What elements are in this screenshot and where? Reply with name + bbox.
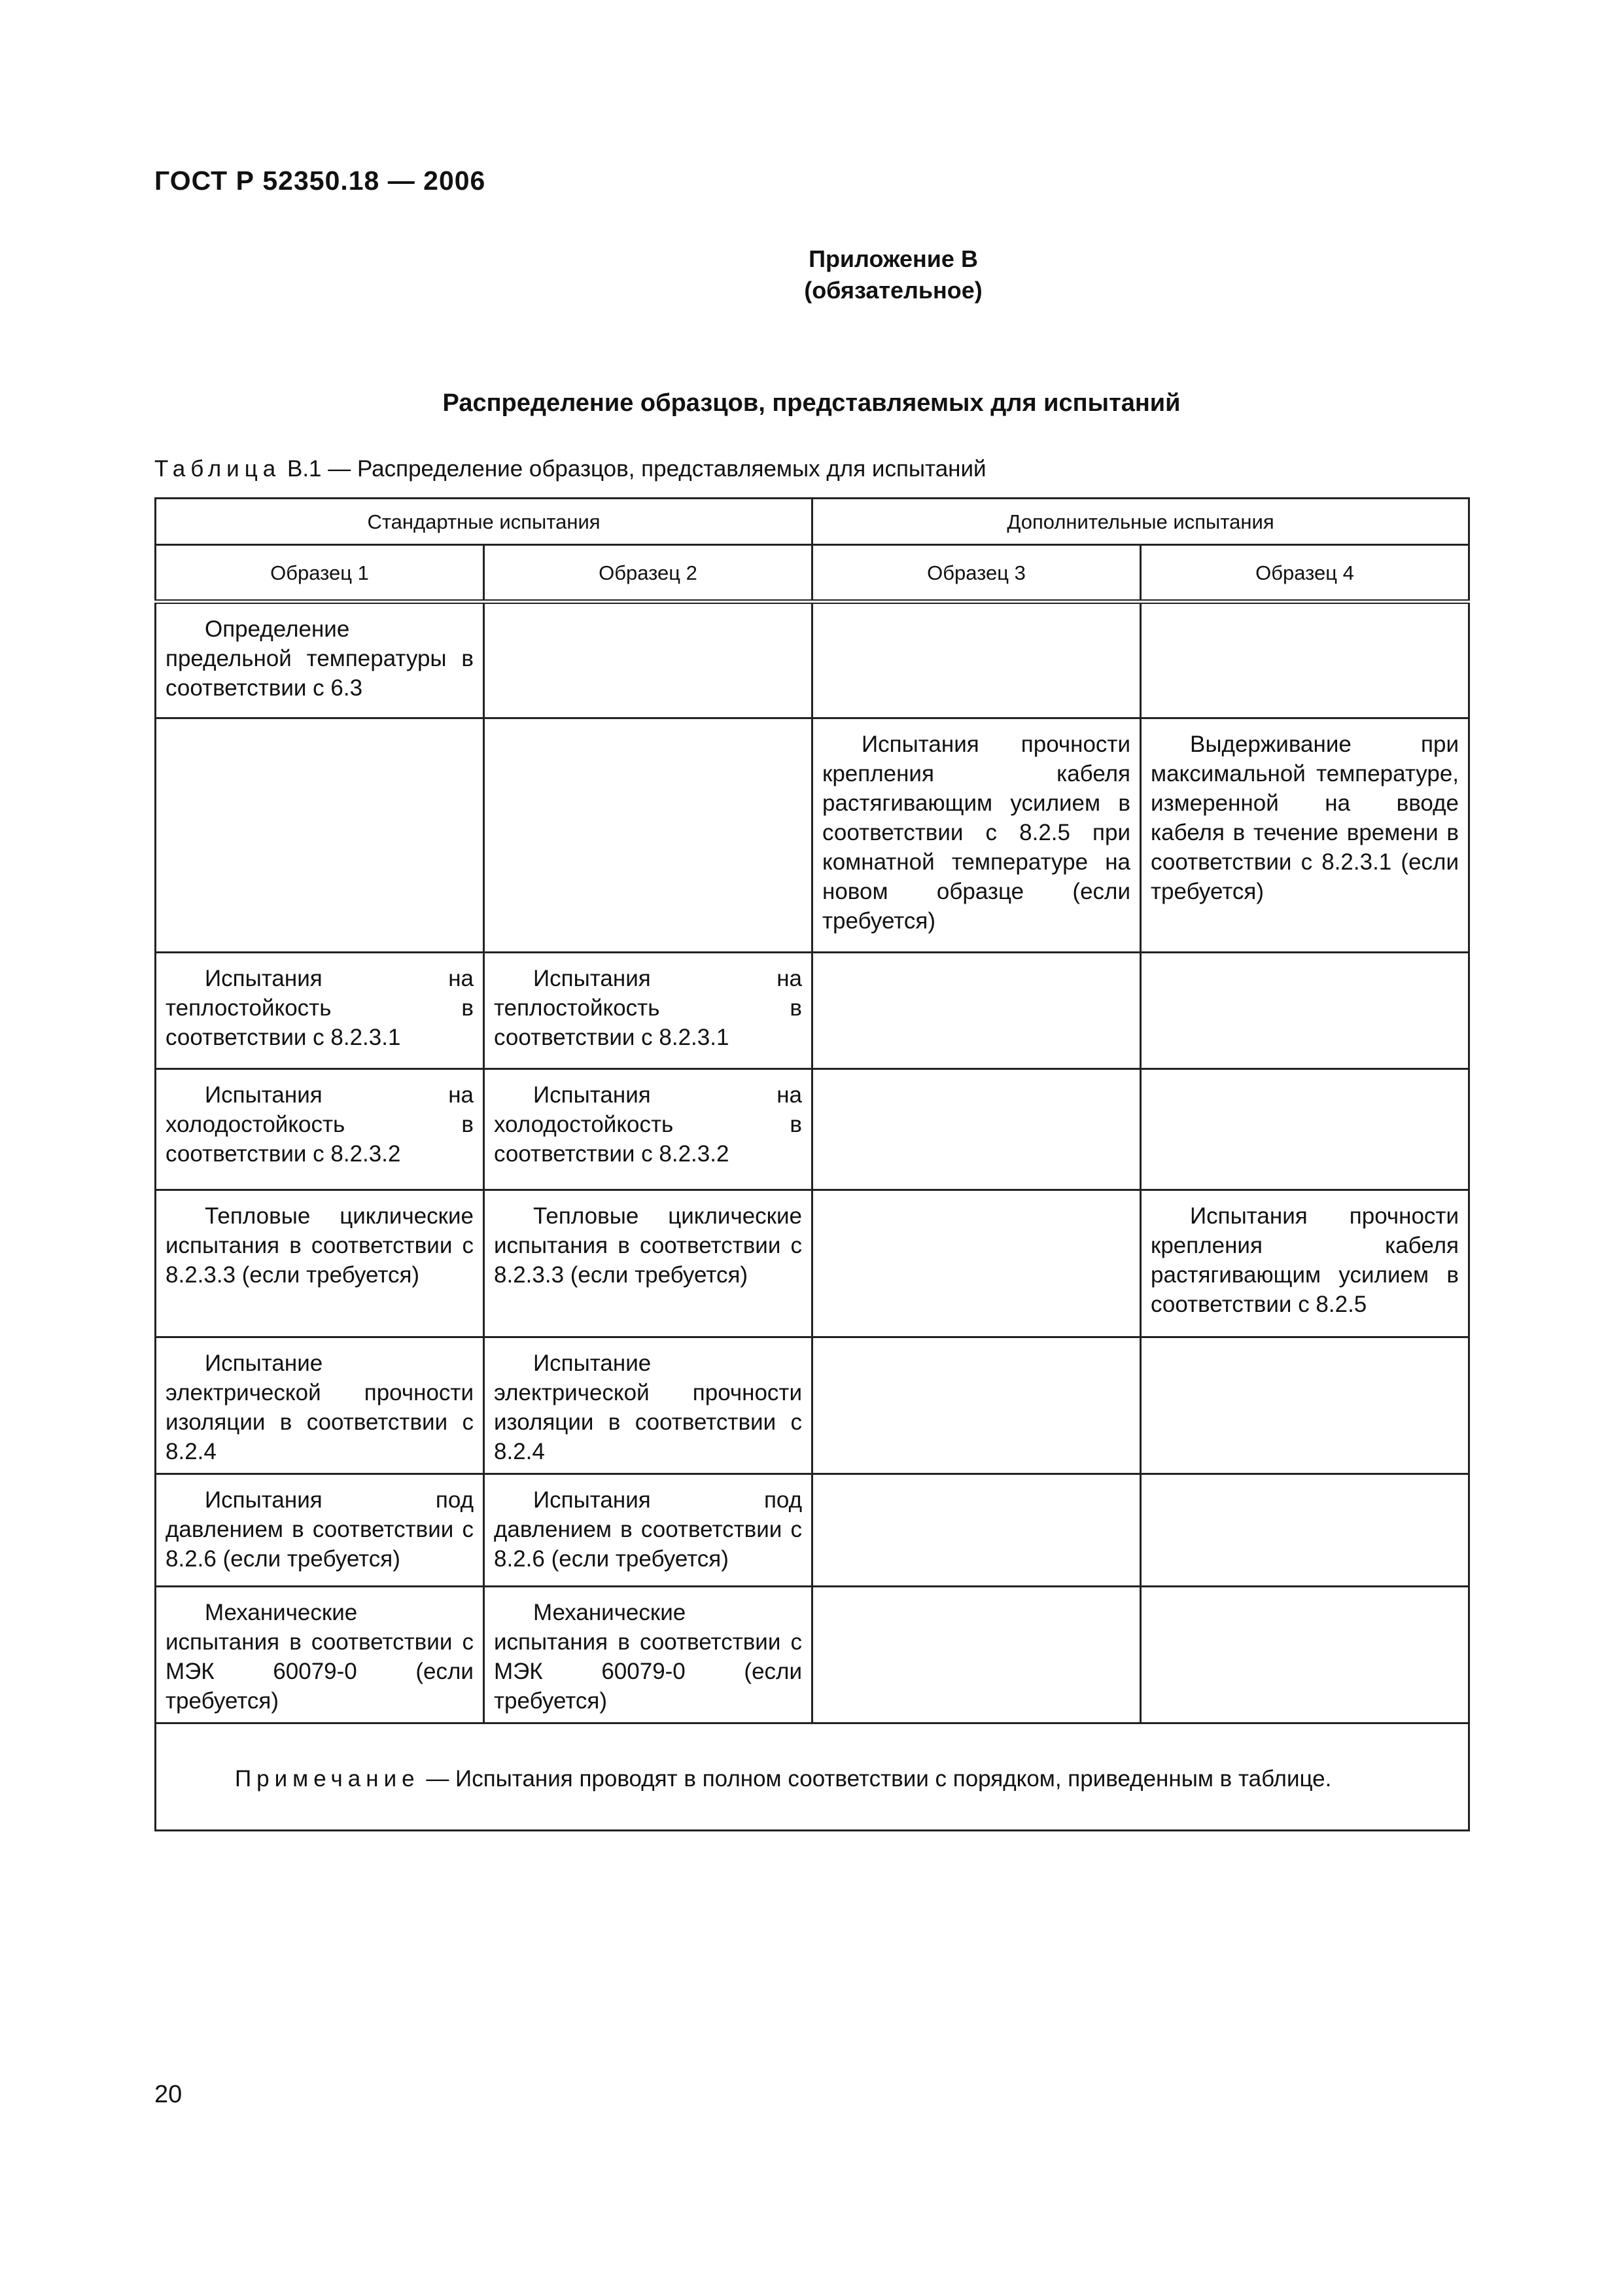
table-cell [156, 718, 484, 953]
table-cell [812, 1190, 1141, 1337]
table-row [156, 718, 1469, 953]
table-cell [812, 1069, 1141, 1190]
table-row [156, 953, 1469, 1069]
section-title [0, 389, 1623, 417]
table-cell [812, 1587, 1141, 1723]
table-cell [812, 1474, 1141, 1587]
table-cell: Испытания под давлением в соответствии с 8.2.6 (если требуется) [484, 1474, 812, 1587]
table-row [156, 1587, 1469, 1723]
table-cell: Определение предельной температуры в соответствии с 6.3 [156, 602, 484, 718]
table-cell: Испытания прочности крепления кабеля растягивающим усилием в соответствии с 8.2.5 при комнатной температуре на новом образце (если требуется) [812, 718, 1141, 953]
table-row [156, 1069, 1469, 1190]
table-cell: Тепловые циклические испытания в соответствии с 8.2.3.3 (если требуется) [156, 1190, 484, 1337]
table-cell [484, 602, 812, 718]
table-cell [1141, 602, 1469, 718]
table-cell: Испытания под давлением в соответствии с 8.2.6 (если требуется) [156, 1474, 484, 1587]
table-note-text: — Испытания проводят в полном соответствии с порядком, приведенным в таблице. [419, 1766, 1332, 1792]
table-cell: Испытания на теплостойкость в соответствии с 8.2.3.1 [156, 953, 484, 1069]
table-cell [1141, 953, 1469, 1069]
column-header-sample-2: Образец 2 [484, 545, 812, 602]
sample-distribution-table [154, 497, 1470, 1831]
table-note-row [156, 1723, 1469, 1831]
document-number: ГОСТ Р 52350.18 — 2006 [154, 166, 486, 196]
appendix-label: Приложение В [809, 245, 978, 272]
table-cell [1141, 1474, 1469, 1587]
table-cell: Испытания на холодостойкость в соответствии с 8.2.3.2 [156, 1069, 484, 1190]
table-row [156, 1474, 1469, 1587]
section-title-text: Распределение образцов, представляемых для испытаний [442, 389, 1181, 417]
table-row [156, 602, 1469, 718]
table-column-header-row [156, 545, 1469, 602]
table-cell: Испытание электрической прочности изоляции в соответствии с 8.2.4 [156, 1337, 484, 1474]
appendix-status: (обязательное) [804, 277, 983, 304]
table-cell: Испытание электрической прочности изоляции в соответствии с 8.2.4 [484, 1337, 812, 1474]
table-cell [484, 718, 812, 953]
table-row [156, 1337, 1469, 1474]
table-note [156, 1723, 1469, 1831]
column-header-sample-4: Образец 4 [1141, 545, 1469, 602]
table-cell: Выдерживание при максимальной температуре, измеренной на вводе кабеля в течение времени в соответствии с 8.2.3.1 (если требуется) [1141, 718, 1469, 953]
table-caption [154, 456, 986, 482]
table-row [156, 1190, 1469, 1337]
table-cell: Тепловые циклические испытания в соответствии с 8.2.3.3 (если требуется) [484, 1190, 812, 1337]
table-cell [812, 602, 1141, 718]
table-cell [812, 1337, 1141, 1474]
table-cell [1141, 1587, 1469, 1723]
appendix-heading [0, 243, 1623, 306]
table-cell: Испытания прочности крепления кабеля растягивающим усилием в соответствии с 8.2.5 [1141, 1190, 1469, 1337]
table-cell: Механические испытания в соответствии с МЭК 60079-0 (если требуется) [156, 1587, 484, 1723]
column-header-sample-1: Образец 1 [156, 545, 484, 602]
table-cell [1141, 1069, 1469, 1190]
table-cell [812, 953, 1141, 1069]
column-header-sample-3: Образец 3 [812, 545, 1141, 602]
page-number: 20 [154, 2081, 183, 2108]
table-cell: Испытания на холодостойкость в соответствии с 8.2.3.2 [484, 1069, 812, 1190]
group-header-standard: Стандартные испытания [156, 499, 812, 545]
table-group-header-row [156, 499, 1469, 545]
table-note-label: Примечание [235, 1766, 420, 1792]
group-header-additional: Дополнительные испытания [812, 499, 1469, 545]
table-cell: Механические испытания в соответствии с МЭК 60079-0 (если требуется) [484, 1587, 812, 1723]
table-cell: Испытания на теплостойкость в соответствии с 8.2.3.1 [484, 953, 812, 1069]
table-caption-prefix: Таблица [154, 456, 281, 482]
table-caption-text: — Распределение образцов, представляемых для испытаний [321, 456, 986, 482]
table-caption-number: В.1 [287, 456, 322, 482]
table-cell [1141, 1337, 1469, 1474]
